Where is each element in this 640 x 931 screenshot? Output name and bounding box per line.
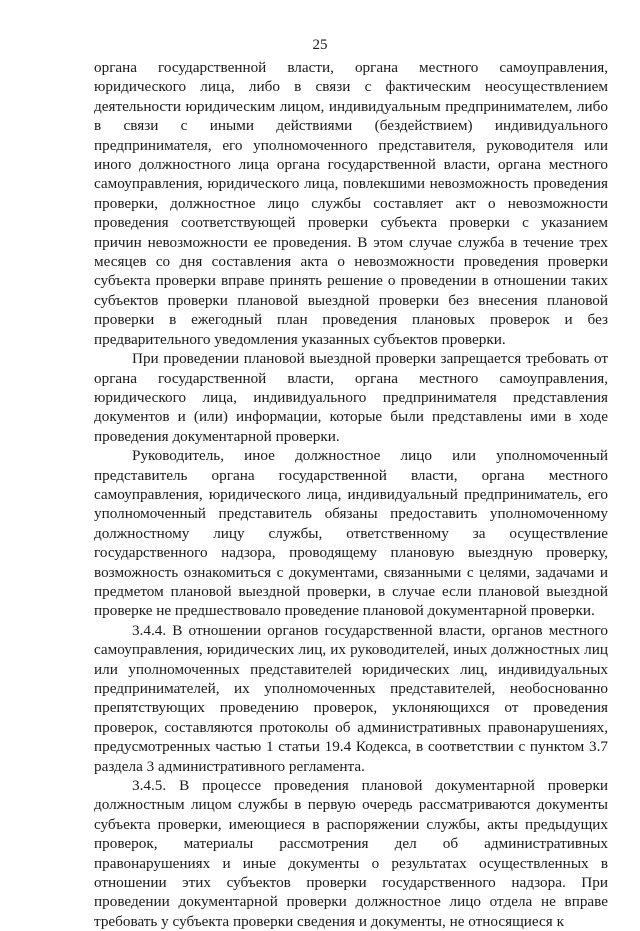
paragraph-3-4-4: 3.4.4. В отношении органов государственной власти, органов местного самоуправления, юридических лиц, их руководителей, иных должностных лиц или уполномоченных представителей юридических лиц, индивидуальных предпринимателей, их уполномоченных представителей, необоснованно препятствующих проведению проверок, уклоняющихся от проведения проверок, составляются протоколы об административных правонарушениях, предусмотренных частью 1 статьи 19.4 Кодекса, в соответствии с пунктом 3.7 раздела 3 административного регламента. (94, 621, 608, 775)
paragraph: При проведении плановой выездной проверки запрещается требовать от органа государственной власти, органа местного самоуправления, юридического лица, индивидуального предпринимателя представления документов и (или) информации, которые были представлены ими в ходе проведения документарной проверки. (94, 350, 608, 445)
paragraph-3-4-5: 3.4.5. В процессе проведения плановой документарной проверки должностным лицом службы в первую очередь рассматриваются документы субъекта проверки, имеющиеся в распоряжении службы, акты предыдущих проверок, материалы рассмотрения дел об административных правонарушениях и иные документы о результатах осуществленных в отношении этих субъектов проверки государственного надзора. При проведении документарной проверки должностное лицо отдела не вправе требовать у субъекта проверки сведения и документы, не относящиеся к (94, 777, 608, 930)
paragraph: Руководитель, иное должностное лицо или уполномоченный представитель органа государственной власти, органа местного самоуправления, юридического лица, индивидуальный предприниматель, его уполномоченный представитель обязаны предоставить уполномоченному должностному лицу службы, ответственному за осуществление государственного надзора, проводящему плановую выездную проверку, возможность ознакомиться с документами, связанными с целями, задачами и предметом плановой выездной проверки, в случае если плановой выездной проверке не предшествовало проведение плановой документарной проверки. (94, 447, 608, 620)
document-body (94, 58, 608, 931)
page-number: 25 (312, 37, 328, 53)
paragraph-continuation: органа государственной власти, органа местного самоуправления, юридического лица, либо в связи с фактическим неосуществлением деятельности юридическим лицом, индивидуальным предпринимателем, либо в связи с иными действиями (бездействием) индивидуального предпринимателя, его уполномоченного представителя, руководителя или иного должностного лица органа государственной власти, органа местного самоуправления, юридического лица, повлекшими невозможность проведения проверки, должностное лицо службы составляет акт о невозможности проведения соответствующей проверки субъекта проверки с указанием причин невозможности ее проведения. В этом случае служба в течение трех месяцев со дня составления акта о невозможности проведения проверки субъекта проверки вправе принять решение о проведении в отношении таких субъектов проверки плановой выездной проверки без внесения плановой проверки в ежегодный план проведения плановых проверок и без предварительного уведомления указанных субъектов проверки. (94, 59, 608, 348)
